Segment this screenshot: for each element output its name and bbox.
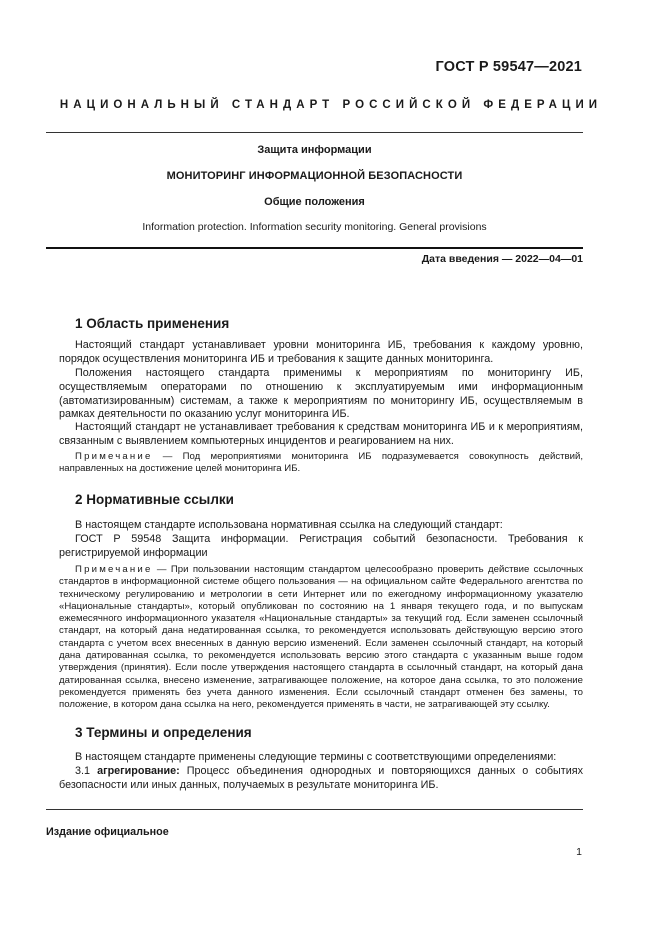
page-number: 1 — [576, 846, 582, 858]
term-number: 3.1 — [75, 765, 91, 777]
subject-title: Защита информации — [257, 144, 372, 156]
national-standard-banner: НАЦИОНАЛЬНЫЙ СТАНДАРТ РОССИЙСКОЙ ФЕДЕРАЦИИ — [59, 99, 603, 111]
english-title: Information protection. Information security monitoring. General provisions — [142, 221, 487, 233]
section-3-heading: 3 Термины и определения — [75, 725, 252, 740]
section-1-paragraph-1: Настоящий стандарт устанавливает уровни мониторинга ИБ, требования к каждому уровню, порядок осуществления мониторинга ИБ и требования к защите данных мониторинга. — [59, 339, 583, 365]
title-divider — [46, 247, 583, 249]
section-1-note — [59, 451, 583, 476]
note-text: — Под мероприятиями мониторинга ИБ подразумевается совокупность действий, направленных на достижение целей мониторинга ИБ. — [59, 451, 583, 475]
note-label: Примечание — [75, 564, 153, 575]
official-edition-label: Издание официальное — [46, 826, 169, 838]
main-title: МОНИТОРИНГ ИНФОРМАЦИОННОЙ БЕЗОПАСНОСТИ — [166, 170, 463, 182]
section-2-heading: 2 Нормативные ссылки — [75, 492, 234, 507]
footer-divider — [46, 809, 583, 810]
section-1-heading: 1 Область применения — [75, 316, 230, 331]
section-2-note — [59, 564, 583, 712]
header-divider — [46, 132, 583, 133]
section-2-paragraph-2: ГОСТ Р 59548 Защита информации. Регистрация событий безопасности. Требования к регистрируемой информации — [59, 533, 583, 559]
term-text: Процесс объединения однородных и повторяющихся данных о событиях безопасности или иных данных, получаемых в результате мониторинга ИБ. — [59, 765, 583, 791]
section-1-paragraph-2: Положения настоящего стандарта применимы к мероприятиям по мониторингу ИБ, осуществляемым операторами по отношению к эксплуатируемым ими информационным (автоматизированным) системам, а также к мероприятиям по мониторингу ИБ, осуществляемым в рамках деятельности по оказанию услуг мониторинга ИБ. — [59, 367, 583, 421]
standard-number: ГОСТ Р 59547—2021 — [435, 59, 582, 75]
term-definition — [59, 765, 583, 793]
subtitle: Общие положения — [264, 196, 365, 208]
introduction-date: Дата введения — 2022—04—01 — [421, 253, 583, 265]
section-2-paragraph-1: В настоящем стандарте использована нормативная ссылка на следующий стандарт: — [75, 519, 503, 531]
term-name: агрегирование: — [97, 765, 180, 777]
section-3-paragraph-1: В настоящем стандарте применены следующие термины с соответствующими определениями: — [75, 751, 557, 763]
note-label: Примечание — [75, 451, 153, 462]
section-1-paragraph-3: Настоящий стандарт не устанавливает требования к средствам мониторинга ИБ и к мероприятиям, связанным с выявлением компьютерных инцидентов и реагированием на них. — [59, 421, 583, 447]
note-text: — При пользовании настоящим стандартом целесообразно проверить действие ссылочных стандартов в информационной системе общего пользования — на официальном сайте Федерального агентства по техническому регулированию и метрологии в сети Интернет или по ежегодному информационному указателю «Национальные стандарты», который опубликован по состоянию на 1 января текущего года, и по выпускам ежемесячного информационного указателя «Национальные стандарты» за текущий год. Если заменен ссылочный стандарт, на который дана недатированная ссылка, то рекомендуется использовать действующую версию этого стандарта с учетом всех внесенных в данную версию изменений. Если заменен ссылочный стандарт, на который дана датированная ссылка, то рекомендуется использовать версию этого стандарта с указанным выше годом утверждения (принятия). Если после утверждения настоящего стандарта в ссылочный стандарт, на который дана датированная ссылка, внесено изменение, затрагивающее положение, на которое дана ссылка, то это положение рекомендуется применять без учета данного изменения. Если ссылочный стандарт отменен без замены, то положение, в котором дана ссылка на него, рекомендуется применять в части, не затрагивающей эту ссылку. — [59, 564, 583, 711]
